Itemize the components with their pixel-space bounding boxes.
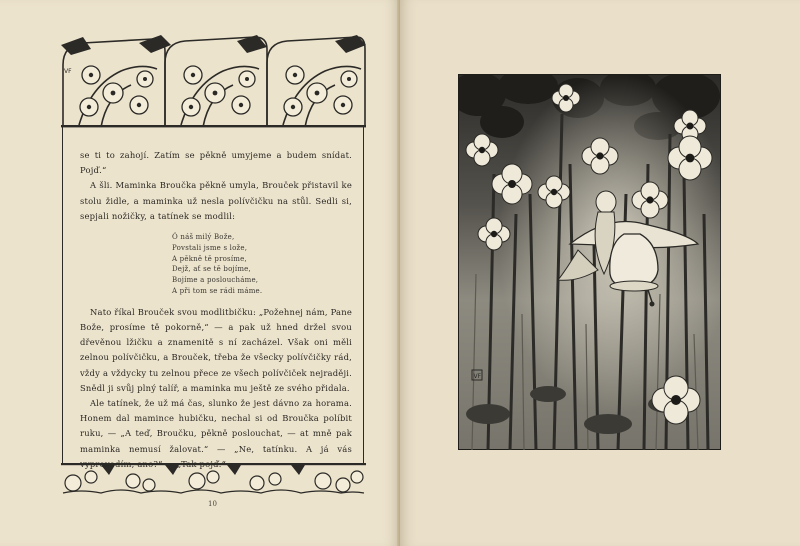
left-frame-rule: [62, 127, 63, 465]
verse-line: Ó náš milý Bože,: [172, 233, 235, 242]
paragraph-2: A šli. Maminka Broučka pěkně umyla, Brouček přistavil ke stolu židle, a maminka už nesla polívčičku na stůl. Sedli si, sepjali nožičky, a tatínek se modlil:: [80, 180, 352, 221]
verse-line: Povstali jsme s lože,: [172, 243, 248, 252]
monogram-right: VF: [473, 373, 482, 380]
verse-line: A při tom se rádi máme.: [172, 287, 263, 295]
monogram-left: VF: [64, 68, 72, 75]
right-frame-rule: [363, 127, 364, 465]
verse-line: Dejž, ať se tě bojíme,: [172, 265, 251, 274]
verse-line: A pěkně tě prosíme,: [172, 254, 247, 263]
paragraph-3: Nato říkal Brouček svou modlitbičku: „Požehnej nám, Pane Bože, prosíme tě pokorně,“ — a pak už hned držel svou dřevěnou lžičku a znamenitě s ní zacházel. Však oni měli zelnou polívčičku, a Brouček, třeba že všecky polívčičky rád, vždy a vždycky tu zelnou přece ze všech polívčiček nejraději. Snědl ji svůj plný talíř, a maminka mu ještě ze svého přidala.: [80, 306, 352, 393]
left-page-text: [80, 148, 352, 472]
prayer-verse: [172, 232, 352, 297]
top-floral-border: [61, 35, 366, 131]
verse-line: Bojíme a posloucháme,: [172, 276, 259, 285]
page-number: 10: [208, 500, 217, 508]
beetle-lantern-illustration: [458, 74, 721, 450]
paragraph-1: se ti to zahojí. Zatím se pěkně umyjeme a budem snídat. Pojď.“: [80, 150, 352, 176]
paragraph-4: Ale tatínek, že už má čas, slunko že jest dávno za horama. Honem dal mamince hubičku, nechal si od Broučka políbit ruku, — „A teď, Broučku, pěkně poslouchat, — at mně pak maminka nemusí žalovat.“ — „Ne, tatínku. A já vás vyprovodím, ano?“ — „Tak pojď.“: [80, 398, 352, 469]
